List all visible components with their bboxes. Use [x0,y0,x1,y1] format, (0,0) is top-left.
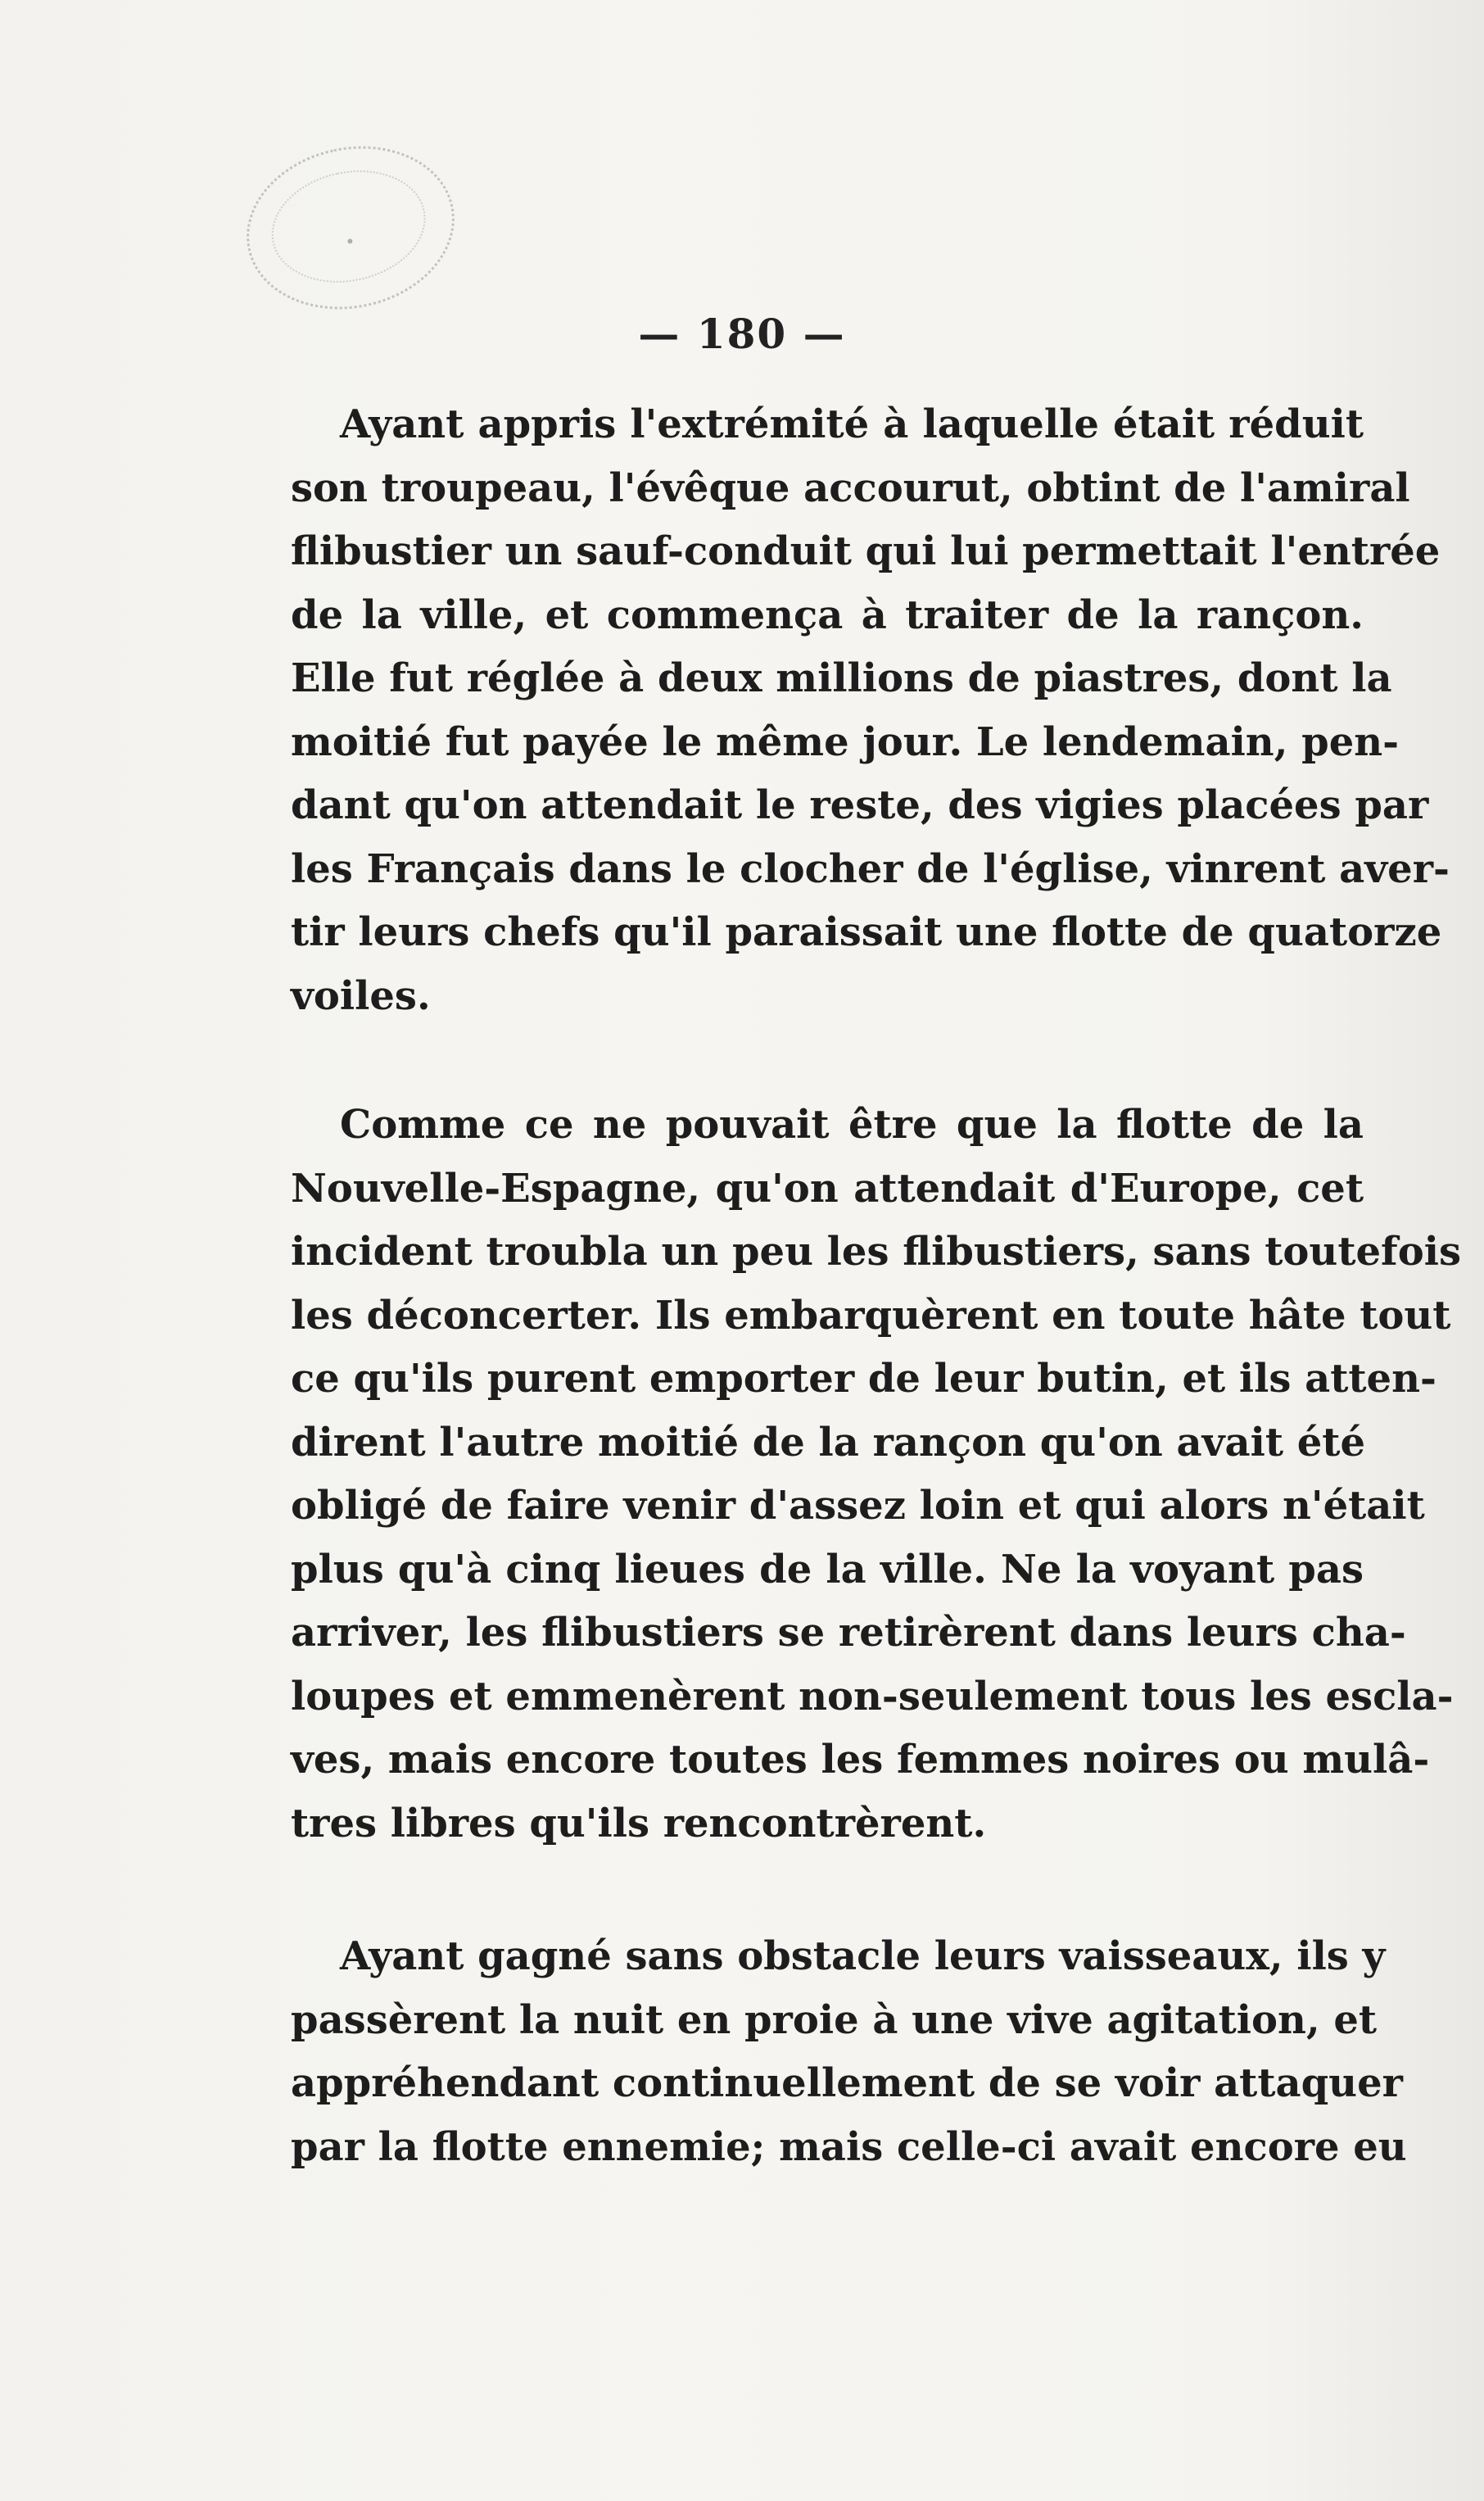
text-line: les Français dans le clocher de l'église, vinrent aver- [291,845,1450,892]
text-line: ves, mais encore toutes les femmes noires ou mulâ- [291,1737,1430,1783]
library-stamp [231,128,469,328]
text-line: appréhendant continuellement de se voir attaquer [291,2060,1403,2106]
text-line: son troupeau, l'évêque accourut, obtint de l'amiral [291,464,1410,511]
text-line: plus qu'à cinq lieues de la ville. Ne la voyant pas [291,1546,1364,1593]
text-line: de la ville, et commença à traiter de la rançon. [291,591,1364,638]
text-line: Ayant appris l'extrémité à laquelle était réduit [340,401,1364,447]
text-line: voiles. [291,972,431,1019]
text-line: incident troubla un peu les flibustiers, sans toutefois [291,1229,1461,1275]
stamp-center-mark [347,238,353,244]
text-line: dant qu'on attendait le reste, des vigies placées par [291,782,1429,828]
text-line: obligé de faire venir d'assez loin et qui alors n'était [291,1483,1425,1529]
text-line: tres libres qu'ils rencontrèrent. [291,1800,987,1846]
paragraph-2 [291,1094,1461,1855]
text-line: dirent l'autre moitié de la rançon qu'on avait été [291,1419,1365,1466]
paragraph-3 [291,1925,1407,2179]
page-number: — 180 — [638,310,846,358]
text-line: Comme ce ne pouvait être que la flotte de la [340,1102,1364,1148]
text-line: flibustier un sauf-conduit qui lui permettait l'entrée [291,528,1441,574]
text-line: loupes et emmenèrent non-seulement tous les escla- [291,1673,1454,1719]
text-line: moitié fut payée le même jour. Le lendemain, pen- [291,718,1400,765]
text-line: par la flotte ennemie; mais celle-ci avait encore eu [291,2123,1407,2170]
text-line: Nouvelle-Espagne, qu'on attendait d'Europe, cet [291,1165,1364,1212]
text-line: Elle fut réglée à deux millions de piastres, dont la [291,655,1392,701]
paragraph-1 [291,393,1450,1028]
text-line: les déconcerter. Ils embarquèrent en toute hâte tout [291,1292,1451,1339]
text-line: ce qu'ils purent emporter de leur butin, et ils atten- [291,1356,1436,1402]
text-line: tir leurs chefs qu'il paraissait une flotte de quatorze [291,909,1442,955]
text-line: Ayant gagné sans obstacle leurs vaisseaux, ils y [340,1933,1386,1979]
text-line: passèrent la nuit en proie à une vive agitation, et [291,1996,1378,2043]
text-line: arriver, les flibustiers se retirèrent dans leurs cha- [291,1610,1406,1656]
